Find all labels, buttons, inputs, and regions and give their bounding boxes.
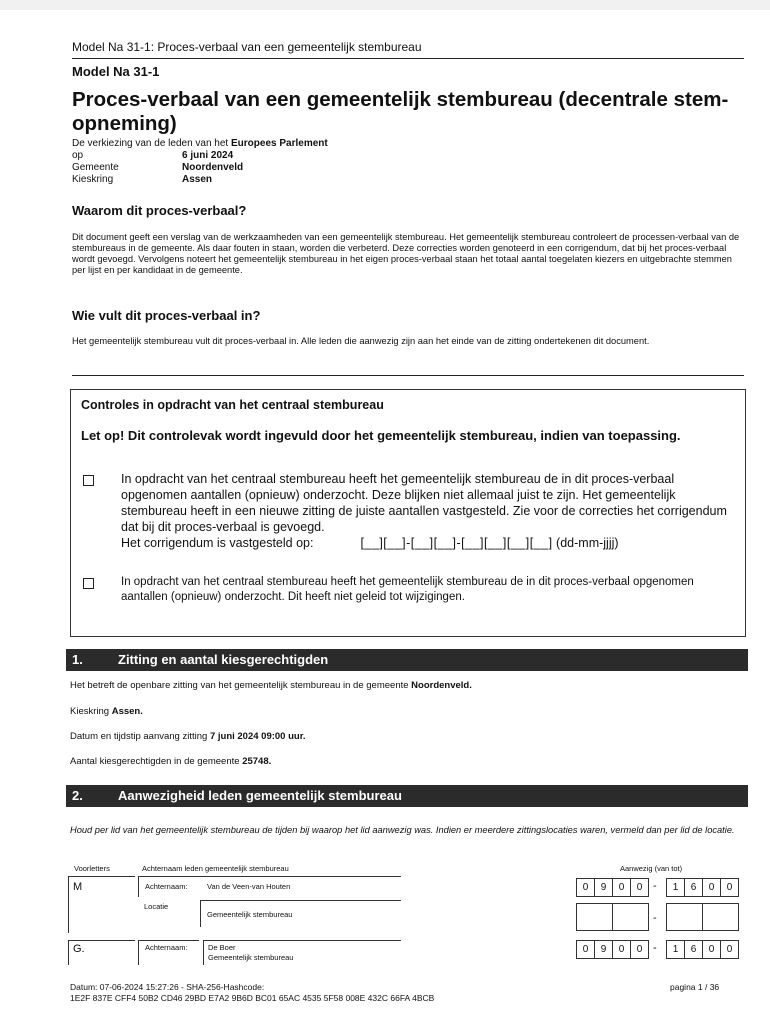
why-text: Dit document geeft een verslag van de werkzaamheden van een gemeentelijk stembureau. Het gemeentelijk stembureau controleert de processen-verbaal van de stembureaus in de gemeente. Als daar fouten in staan, worden die verbeterd. Deze correcties worden genoteerd in een corrigendum, dat bij het proces-verbaal wordt gevoegd. Vervolgens noteert het gemeentelijk stembureau in het eigen proces-verbaal staan het totaal aantal toegelaten kiezers en uitgebrachte stemmen per lijst en per kandidaat in de gemeente. [72, 232, 740, 275]
who-text: Het gemeentelijk stembureau vult dit proces-verbaal in. Alle leden die aanwezig zijn aan het einde van de zitting ondertekenen dit document. [72, 336, 650, 346]
option1-text: In opdracht van het centraal stembureau heeft het gemeentelijk stembureau de in dit proces-verbaal opgenomen aantallen (opnieuw) onderzocht. Deze blijken niet allemaal juist te zijn. Het gemeentelijk stembureau heeft in een nieuwe zitting de juiste aantallen vastgesteld. Zie voor de correcties het corrigendum dat bij dit proces-verbaal is gevoegd. Het corrigendum is vastgesteld op: [__][__]-[__][__]-[__][__][__][__] (dd-mm-jjjj) [121, 472, 727, 550]
member1-initials-box [68, 876, 135, 933]
member1-surname[interactable]: Van de Veen-van Houten [207, 882, 291, 891]
member1-extra-to[interactable] [702, 903, 739, 931]
footer-hash: Datum: 07-06-2024 15:27:26 - SHA-256-Hashcode: 1E2F 837E CFF4 50B2 CD46 29BD E7A2 9B6D BC01 65AC 4535 5F58 008E 432C 66FA 4BCB [70, 982, 435, 1003]
member1-initials[interactable]: M [73, 881, 83, 893]
member2-initials[interactable]: G. [73, 943, 85, 955]
dash: - [653, 942, 657, 954]
member1-extra-to[interactable] [666, 903, 703, 931]
member2-to-digit[interactable]: 1 [666, 940, 685, 959]
option1-checkbox[interactable] [83, 475, 94, 486]
controls-box [70, 389, 746, 637]
member2-label-box: Achternaam: [138, 940, 199, 965]
section1-header: 1. Zitting en aantal kiesgerechtigden [66, 649, 748, 671]
controls-title: Controles in opdracht van het centraal stembureau [81, 398, 384, 412]
member1-location[interactable]: Gemeentelijk stembureau [207, 910, 293, 919]
option2-text: In opdracht van het centraal stembureau heeft het gemeentelijk stembureau de in dit proces-verbaal opgenomen aantallen (opnieuw) onderzocht. Dit heeft niet geleid tot wijzigingen. [121, 576, 694, 603]
meta-row-date: op 6 juni 2024 [72, 150, 234, 161]
eligible-voters-line: Aantal kiesgerechtigden in de gemeente 25748. [70, 756, 272, 767]
top-band [0, 0, 770, 10]
model-header: Model Na 31-1: Proces-verbaal van een gemeentelijk stembureau [72, 40, 422, 54]
col-present: Aanwezig (van tot) [620, 864, 683, 873]
member2-to-digit[interactable]: 0 [702, 940, 721, 959]
why-heading: Waarom dit proces-verbaal? [72, 203, 247, 218]
meta-row-municipality: Gemeente Noordenveld [72, 162, 244, 173]
member1-extra-from[interactable] [576, 903, 613, 931]
member2-to-digit[interactable]: 6 [684, 940, 703, 959]
member2-from-digit[interactable]: 0 [630, 940, 649, 959]
who-heading: Wie vult dit proces-verbaal in? [72, 308, 261, 323]
member2-name-box [203, 940, 401, 965]
election-meta [72, 138, 328, 186]
option2-checkbox[interactable] [83, 578, 94, 589]
member1-location-box [200, 900, 401, 927]
member2-from-digit[interactable]: 0 [612, 940, 631, 959]
member1-from-digit[interactable]: 0 [612, 878, 631, 897]
member1-to-digit[interactable]: 0 [720, 878, 739, 897]
member2-location[interactable]: Gemeentelijk stembureau [208, 953, 294, 962]
attendance-intro: Houd per lid van het gemeentelijk stembureau de tijden bij waarop het lid aanwezig was. Indien er meerdere zittingslocaties waren, vermeld dan per lid de locatie. [70, 825, 735, 835]
member2-initials-box [68, 940, 135, 965]
dash: - [653, 880, 657, 892]
controls-warning: Let op! Dit controlevak wordt ingevuld door het gemeentelijk stembureau, indien van toepassing. [81, 428, 681, 443]
page-title: Proces-verbaal van een gemeentelijk stembureau (decentrale stem-opneming) [72, 88, 729, 135]
section2-header: 2. Aanwezigheid leden gemeentelijk stembureau [66, 785, 748, 807]
session-line: Het betreft de openbare zitting van het gemeentelijk stembureau in de gemeente Noordenveld. [70, 680, 472, 691]
page-number: pagina 1 / 36 [670, 982, 720, 992]
who-rule [72, 375, 744, 376]
dash: - [653, 912, 657, 924]
header-rule [72, 58, 744, 59]
member1-name-box: Achternaam: Van de Veen-van Houten [138, 876, 401, 897]
member2-to-digit[interactable]: 0 [720, 940, 739, 959]
corrigendum-date-field[interactable]: [__][__]-[__][__]-[__][__][__][__] [360, 536, 553, 550]
member2-from-digit[interactable]: 9 [594, 940, 613, 959]
model-number: Model Na 31-1 [72, 64, 160, 79]
meta-row-district: Kieskring Assen [72, 174, 213, 185]
col-surname: Achternaam leden gemeentelijk stembureau [142, 864, 289, 873]
member1-to-digit[interactable]: 0 [702, 878, 721, 897]
member1-to-digit[interactable]: 6 [684, 878, 703, 897]
member2-from-digit[interactable]: 0 [576, 940, 595, 959]
col-initials: Voorletters [74, 864, 110, 873]
member1-from-digit[interactable]: 0 [630, 878, 649, 897]
district-line: Kieskring Assen. [70, 706, 143, 717]
member1-from-digit[interactable]: 0 [576, 878, 595, 897]
election-intro: De verkiezing van de leden van het Europees Parlement [72, 138, 328, 149]
member1-from-digit[interactable]: 9 [594, 878, 613, 897]
start-time-line: Datum en tijdstip aanvang zitting 7 juni 2024 09:00 uur. [70, 731, 306, 742]
member1-to-digit[interactable]: 1 [666, 878, 685, 897]
member2-surname[interactable]: De Boer [208, 943, 236, 952]
member1-extra-from[interactable] [612, 903, 649, 931]
